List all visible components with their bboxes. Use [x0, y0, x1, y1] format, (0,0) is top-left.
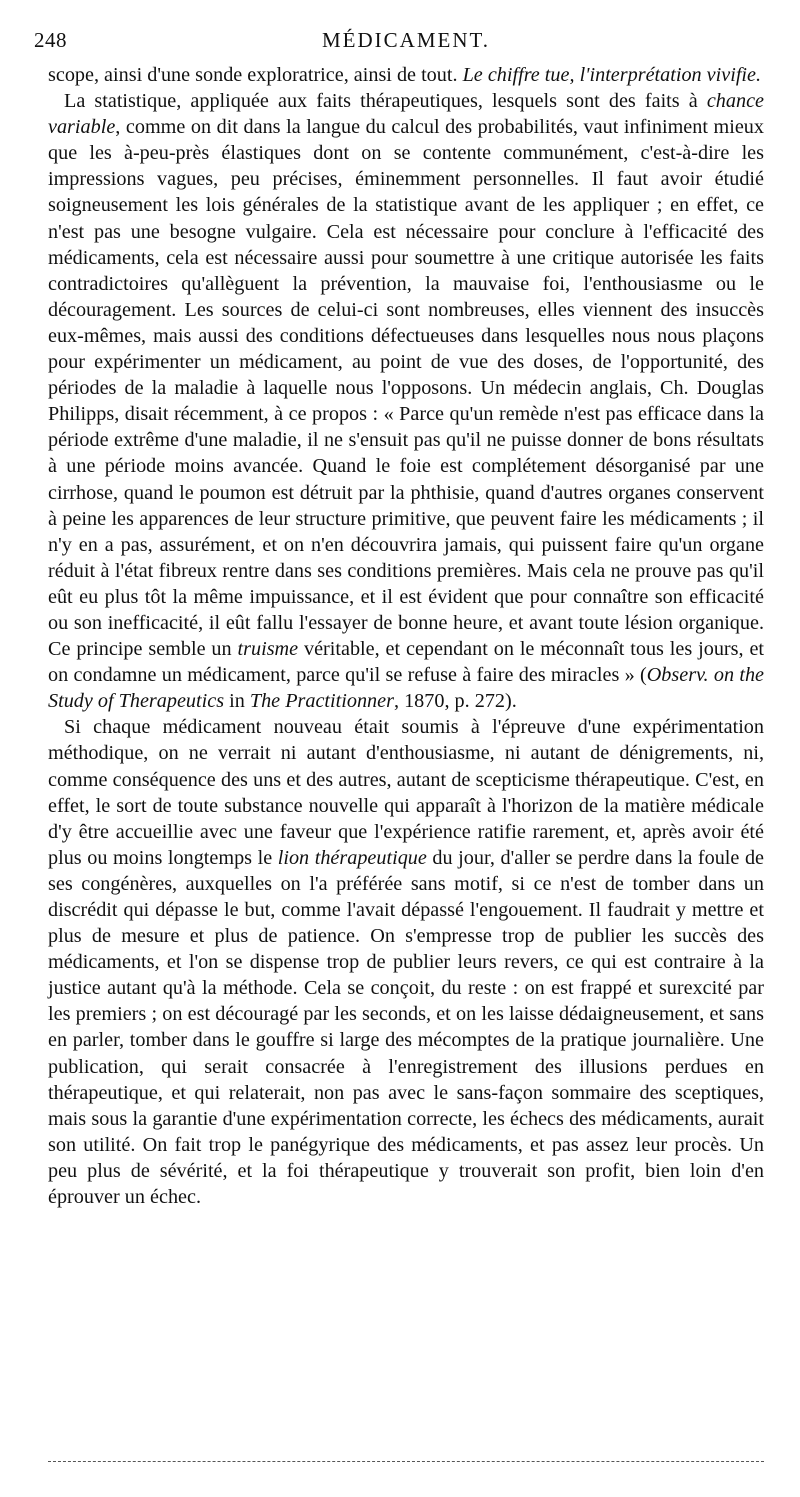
page-header [34, 28, 764, 62]
footer-dashed-rule [48, 1461, 764, 1462]
italic-phrase: truisme [237, 638, 299, 661]
text-run: véritable, et cependant on le méconnaît tous les jours, et on condamne un médicament, parce qu'il se refuse à faire des miracles » ( [48, 638, 765, 687]
text-run: du jour, d'aller se perdre dans la foule de ses congénères, auxquelles on l'a préférée sans motif, si ce n'est de tomber dans un discrédit qui dépasse le but, comme l'avait dépassé l'engouement. Il faudrait y mettre et plus de mesure et plus de patience. On s'empresse trop de publier les succès des médicaments, et l'on se dispense trop de publier leurs revers, ce qui est contraire à la justice autant qu'à la méthode. Cela se conçoit, du reste : on est frappé et surexcité par les premiers ; on est découragé par les seconds, et on les laisse dédaigneusement, et sans en parler, tomber dans le gouffre si large des mécomptes de la pratique journalière. Une publication, qui serait consacrée à l'enregistrement des illusions perdues en thérapeutique, et qui relaterait, non pas avec le sans-façon sommaire des sceptiques, mais sous la garantie d'une expérimentation correcte, les échecs des médicaments, aurait son utilité. On fait trop le panégyrique des médicaments, et pas assez leur procès. Un peu plus de sévérité, et la foi thérapeutique y trouverait son profit, bien loin d'en éprouver un échec. [48, 846, 765, 1209]
text-run: La statistique, appliquée aux faits thérapeutiques, lesquels sont des faits à [64, 90, 707, 113]
page-number: 248 [34, 28, 67, 52]
text-run: in [224, 690, 250, 713]
italic-phrase: Le chiffre tue, l'interprétation vivifie. [462, 64, 762, 86]
journal-title: The Practitionner [249, 690, 394, 713]
text-run: Si chaque médicament nouveau était soumis à l'épreuve d'une expérimentation méthodique, on ne verrait ni autant d'enthousiasme, ni autant de dénigrements, ni, comme conséquence des uns et des autres, autant de scepticisme thérapeutique. C'est, en effet, le sort de toute substance nouvelle qui apparaît à l'horizon de la matière médicale d'y être accueillie avec une faveur que l'expérience ratifie rarement, et, après avoir été plus ou moins longtemps le [48, 716, 764, 869]
running-title: MÉDICAMENT. [321, 28, 490, 52]
paragraph-1 [48, 62, 764, 88]
text-run: scope, ainsi d'une sonde exploratrice, ainsi de tout. [48, 64, 463, 86]
italic-phrase: chance variable [48, 90, 764, 139]
paragraph-2 [48, 88, 764, 714]
paragraph-3 [48, 714, 764, 1210]
text-run: , 1870, p. 272). [393, 690, 517, 713]
italic-phrase: lion thérapeutique [277, 846, 427, 869]
book-page [34, 28, 765, 1210]
body-text [48, 62, 764, 1210]
citation-title: Observ. on the Study of Therapeutics [48, 664, 765, 713]
text-run: , comme on dit dans la langue du calcul des probabilités, vaut infiniment mieux que les à-peu-près élastiques dont on se contente communément, c'est-à-dire les impressions vagues, peu précises, éminemment personnelles. Il faut avoir étudié soigneusement les lois générales de la statistique avant de les appliquer ; en effet, ce n'est pas une besogne vulgaire. Cela est nécessaire pour conclure à l'efficacité des médicaments, cela est nécessaire aussi pour soumettre à une critique autorisée les faits contradictoires qu'allèguent la prévention, la mauvaise foi, l'enthousiasme ou le découragement. Les sources de celui-ci sont nombreuses, elles viennent des insuccès eux-mêmes, mais aussi des conditions défectueuses dans lesquelles nous nous plaçons pour expérimenter un médicament, au point de vue des doses, de l'opportunité, des périodes de la maladie à laquelle nous l'opposons. Un médecin anglais, Ch. Douglas Philipps, disait récemment, à ce propos : « Parce qu'un remède n'est pas efficace dans la période extrême d'une maladie, il ne s'ensuit pas qu'il ne puisse donner de bons résultats à une période moins avancée. Quand le foie est complétement désorganisé par une cirrhose, quand le poumon est détruit par la phthisie, quand d'autres organes conservent à peine les apparences de leur structure primitive, que peuvent faire les médicaments ; il n'y en a pas, assurément, et on n'en découvrira jamais, qui puissent faire qu'un organe réduit à l'état fibreux rentre dans ses conditions premières. Mais cela ne prouve pas qu'il eût eu plus tôt la même impuissance, et il est évident que pour connaître son efficacité ou son inefficacité, il eût fallu l'essayer de bonne heure, et avant toute lésion organique. Ce principe semble un [48, 116, 764, 661]
